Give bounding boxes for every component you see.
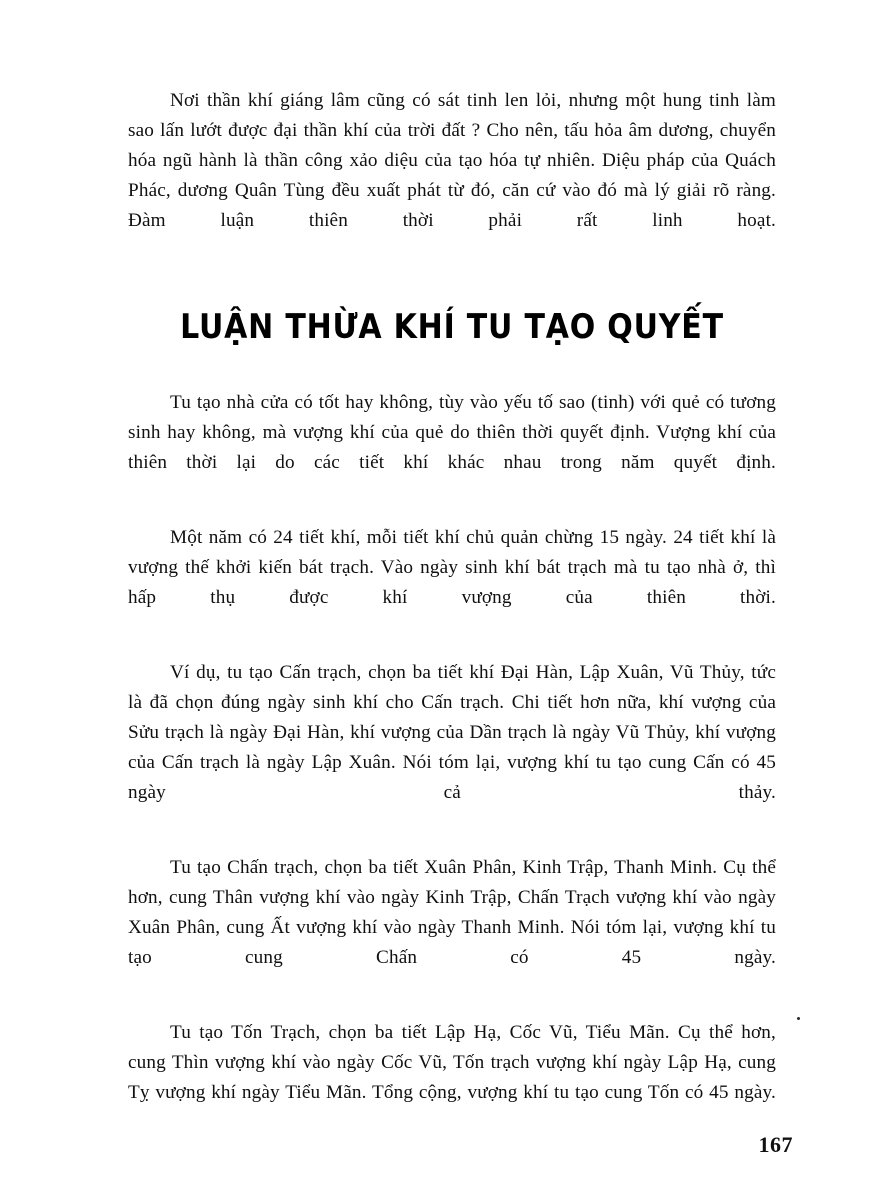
paragraph-body-5: Tu tạo Tốn Trạch, chọn ba tiết Lập Hạ, Cốc Vũ, Tiểu Mãn. Cụ thể hơn, cung Thìn vượng khí vào ngày Cốc Vũ, Tốn trạch vượng khí ngày Lập Hạ, cung Tỵ vượng khí ngày Tiểu Mãn. Tổng cộng, vượng khí tu tạo cung Tốn có 45 ngày.: [128, 1022, 776, 1103]
paragraph-body-2: Một năm có 24 tiết khí, mỗi tiết khí chủ quản chừng 15 ngày. 24 tiết khí là vượng thế khởi kiến bát trạch. Vào ngày sinh khí bát trạch mà tu tạo nhà ở, thì hấp thụ được khí vượng của thiên thời.: [128, 527, 776, 608]
section-heading: LUẬN THỪA KHÍ TU TẠO QUYẾT: [180, 307, 724, 348]
page-number: 167: [758, 1132, 793, 1157]
text-column: [128, 86, 776, 1138]
section-heading-block: [128, 307, 776, 348]
paragraph-body-3: Ví dụ, tu tạo Cấn trạch, chọn ba tiết khí Đại Hàn, Lập Xuân, Vũ Thủy, tức là đã chọn đúng ngày sinh khí cho Cấn trạch. Chi tiết hơn nữa, khí vượng của Sửu trạch là ngày Đại Hàn, khí vượng của Dần trạch là ngày Vũ Thủy, khí vượng của Cấn trạch là ngày Lập Xuân. Nói tóm lại, vượng khí tu tạo cung Cấn có 45 ngày cả thảy.: [128, 662, 776, 803]
paragraph-body-4: Tu tạo Chấn trạch, chọn ba tiết Xuân Phân, Kinh Trập, Thanh Minh. Cụ thể hơn, cung Thân vượng khí vào ngày Kinh Trập, Chấn Trạch vượng khí vào ngày Xuân Phân, cung Ất vượng khí vào ngày Thanh Minh. Nói tóm lại, vượng khí tu tạo cung Chấn có 45 ngày.: [128, 857, 776, 968]
paragraph-intro-1: Nơi thần khí giáng lâm cũng có sát tinh len lỏi, nhưng một hung tinh làm sao lấn lướt được đại thần khí của trời đất ? Cho nên, tấu hỏa âm dương, chuyển hóa ngũ hành là thần công xảo diệu của tạo hóa tự nhiên. Diệu pháp của Quách Phác, dương Quân Tùng đều xuất phát từ đó, căn cứ vào đó mà lý giải rõ ràng. Đàm luận thiên thời phải rất linh hoạt.: [128, 90, 776, 231]
paragraph-body-1: Tu tạo nhà cửa có tốt hay không, tùy vào yếu tố sao (tinh) với quẻ có tương sinh hay không, mà vượng khí của quẻ do thiên thời quyết định. Vượng khí của thiên thời lại do các tiết khí khác nhau trong năm quyết định.: [128, 392, 776, 473]
scan-speck-artifact: [797, 1017, 800, 1020]
